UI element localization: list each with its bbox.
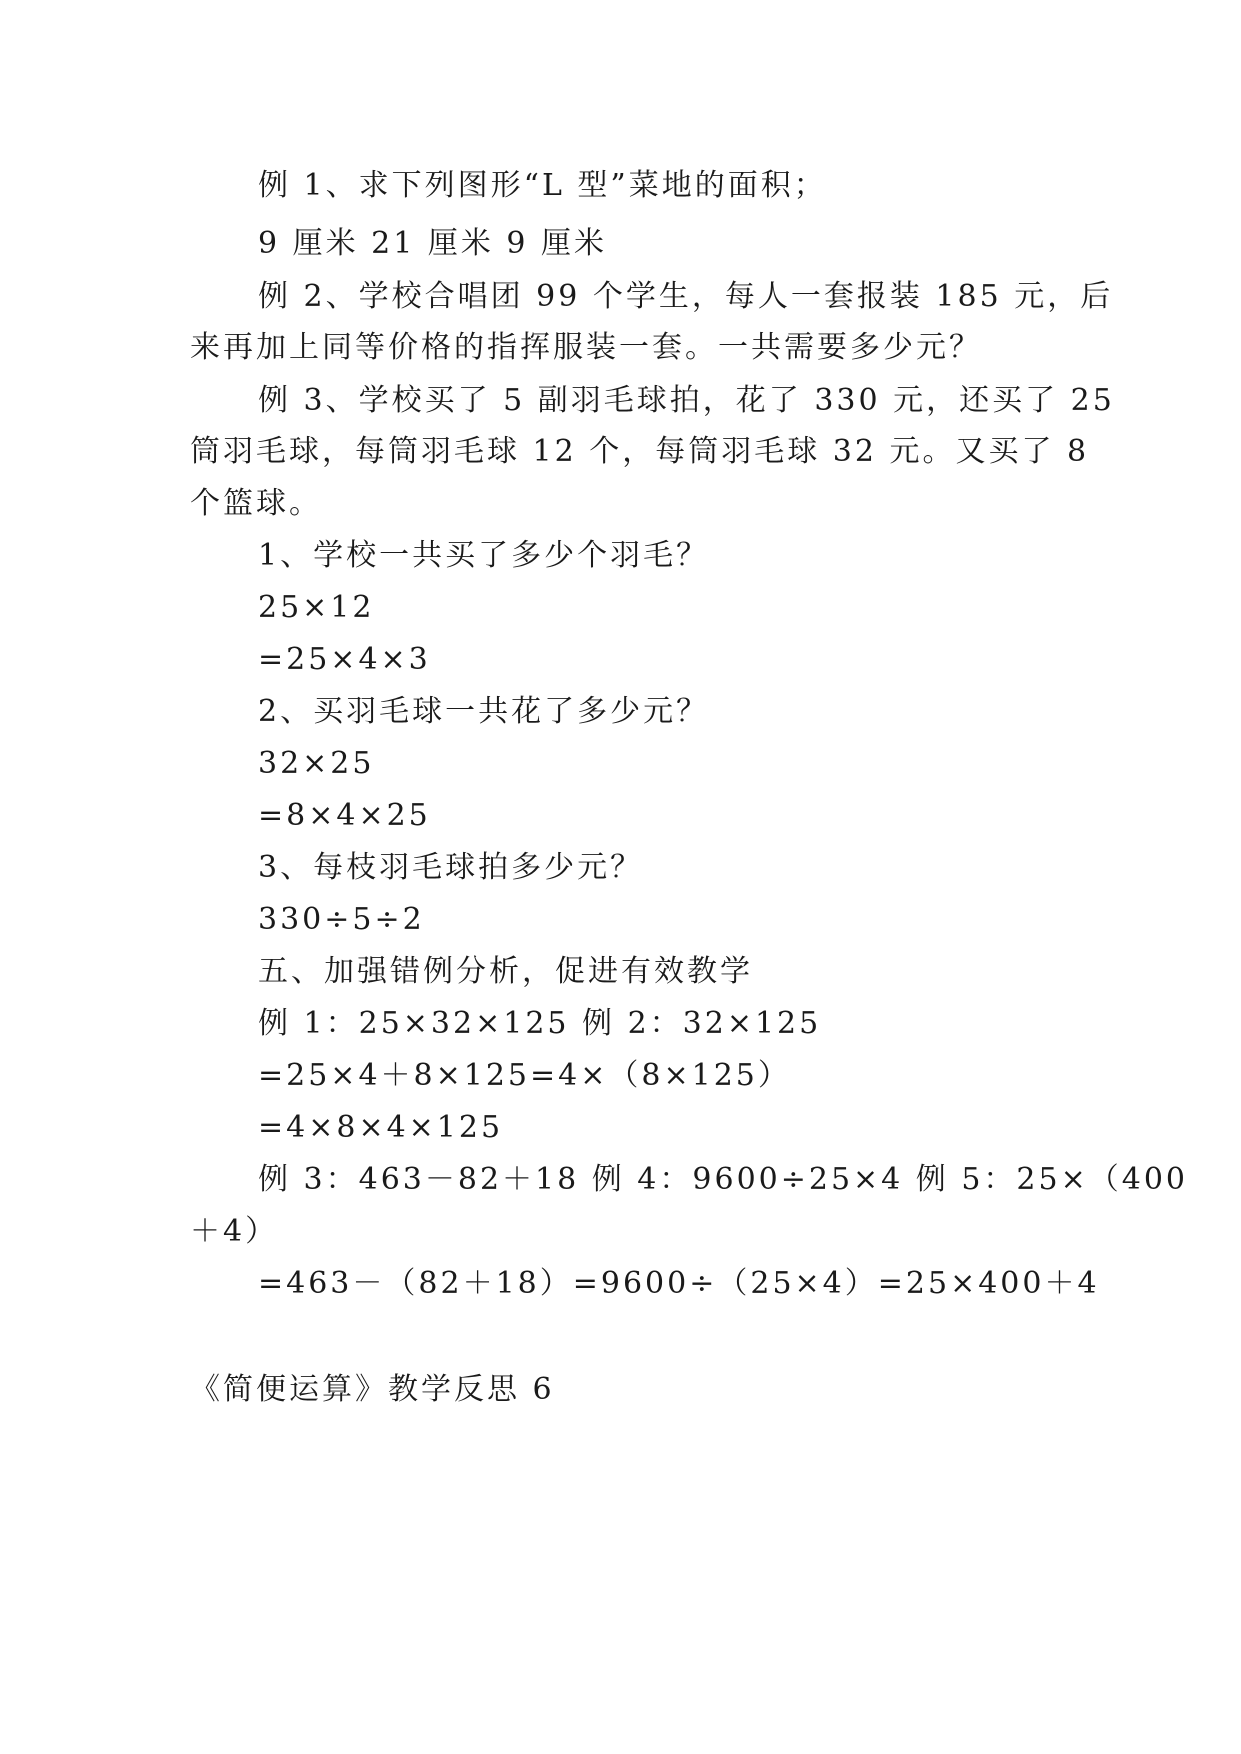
question-2: 2、买羽毛球一共花了多少元？ bbox=[258, 694, 710, 729]
error-examples-1-2: 例 1：25×32×125 例 2：32×125 bbox=[258, 1006, 822, 1041]
error-examples-3-5: 例 3：463－82＋18 例 4：9600÷25×4 例 5：25×（400 bbox=[258, 1162, 1189, 1197]
section-5-heading: 五、加强错例分析，促进有效教学 bbox=[258, 954, 753, 989]
error-examples-1-2-step-2: =4×8×4×125 bbox=[258, 1110, 504, 1145]
error-examples-1-2-step-1: =25×4＋8×125=4×（8×125） bbox=[258, 1058, 791, 1093]
example-2-line-2: 来再加上同等价格的指挥服装一套。一共需要多少元？ bbox=[190, 330, 982, 365]
example-3-line-3: 个篮球。 bbox=[190, 486, 322, 521]
question-2-step-2: =8×4×25 bbox=[258, 798, 431, 833]
question-1-step-1: 25×12 bbox=[258, 590, 375, 625]
reflection-title: 《简便运算》教学反思 6 bbox=[190, 1372, 555, 1407]
example-3-line-1: 例 3、学校买了 5 副羽毛球拍，花了 330 元，还买了 25 bbox=[258, 383, 1115, 418]
question-1-step-2: =25×4×3 bbox=[258, 642, 431, 677]
example-3-line-2: 筒羽毛球，每筒羽毛球 12 个，每筒羽毛球 32 元。又买了 8 bbox=[190, 434, 1090, 469]
example-2-line-1: 例 2、学校合唱团 99 个学生，每人一套报装 185 元，后 bbox=[258, 279, 1114, 314]
error-examples-3-5-cont: ＋4） bbox=[190, 1214, 279, 1249]
question-1: 1、学校一共买了多少个羽毛？ bbox=[258, 538, 710, 573]
example-1-heading: 例 1、求下列图形“L 型”菜地的面积； bbox=[258, 168, 827, 203]
question-2-step-1: 32×25 bbox=[258, 746, 375, 781]
question-3-step-1: 330÷5÷2 bbox=[258, 902, 425, 937]
question-3: 3、每枝羽毛球拍多少元？ bbox=[258, 850, 644, 885]
error-examples-3-5-step-1: =463－（82＋18）=9600÷（25×4）=25×400＋4 bbox=[258, 1266, 1100, 1301]
dimension-labels: 9 厘米 21 厘米 9 厘米 bbox=[258, 226, 608, 261]
